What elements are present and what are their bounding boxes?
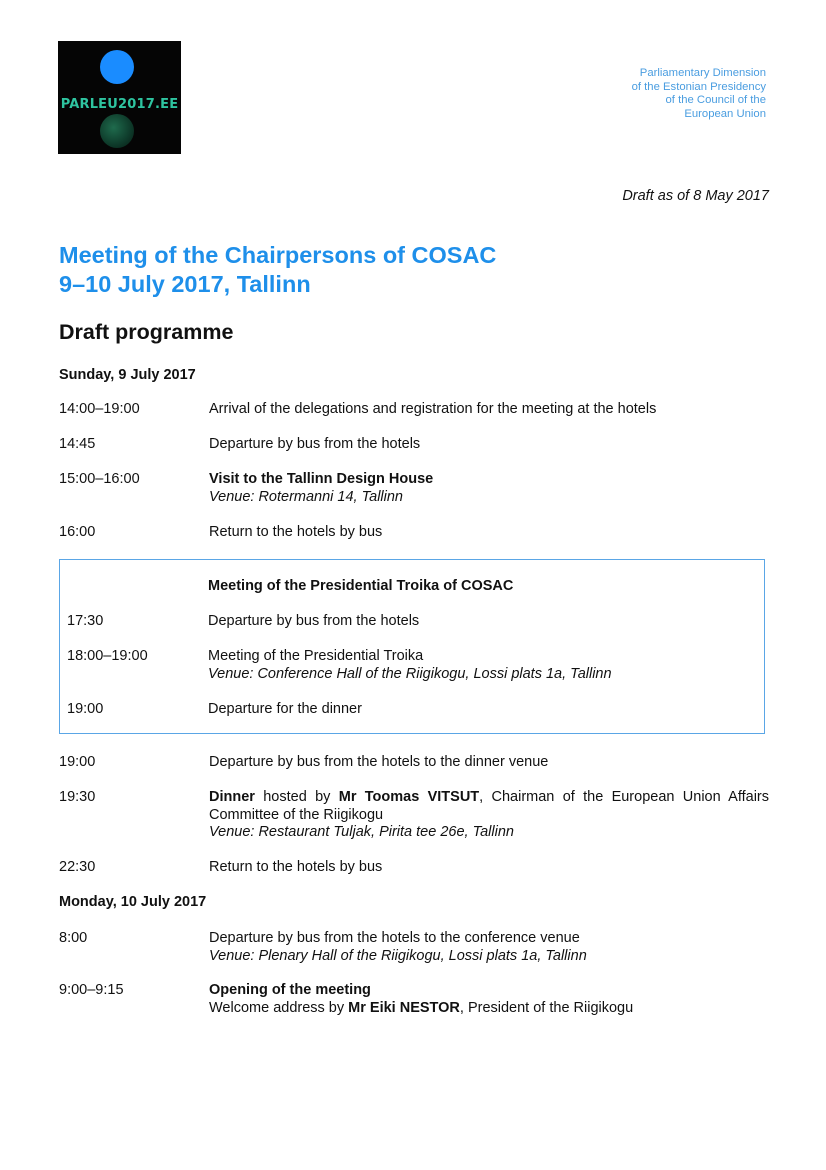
schedule-time: 15:00–16:00 <box>59 471 140 487</box>
schedule-text: Meeting of the Presidential Troika <box>208 648 424 664</box>
welcome-suffix: , President of the Riigikogu <box>459 999 634 1016</box>
day-heading-monday: Monday, 10 July 2017 <box>59 894 207 910</box>
troika-title: Meeting of the Presidential Troika of COSAC <box>208 578 514 594</box>
presidency-line: European Union <box>684 107 766 120</box>
schedule-text: Return to the hotels by bus <box>209 859 383 875</box>
schedule-desc <box>209 436 769 454</box>
parleu-logo <box>58 41 181 154</box>
schedule-time: 19:00 <box>67 701 104 717</box>
presidency-line: of the Council of the <box>665 94 766 106</box>
welcome-prefix: Welcome address by <box>209 999 349 1016</box>
schedule-desc <box>208 613 754 631</box>
schedule-time: 14:45 <box>59 436 96 452</box>
schedule-time: 16:00 <box>59 524 96 540</box>
day-heading-sunday: Sunday, 9 July 2017 <box>59 367 196 383</box>
presidency-line: Parliamentary Dimension <box>639 67 766 79</box>
welcome-speaker: Mr Eiki NESTOR <box>348 999 460 1016</box>
schedule-desc <box>209 401 769 419</box>
presidency-block <box>506 67 766 121</box>
schedule-desc <box>209 524 769 542</box>
logo-blue-circle <box>100 50 134 84</box>
logo-text: PARLEU2017.EE <box>60 97 179 112</box>
schedule-text: Arrival of the delegations and registration for the meeting at the hotels <box>209 401 657 417</box>
schedule-venue: Venue: Conference Hall of the Riigikogu, Lossi plats 1a, Tallinn <box>208 665 612 682</box>
logo-globe-icon <box>100 114 134 148</box>
schedule-desc <box>209 982 769 1017</box>
schedule-time: 19:30 <box>59 789 96 805</box>
schedule-bold-title: Visit to the Tallinn Design House <box>209 471 434 487</box>
dinner-description <box>209 789 769 824</box>
schedule-text: Departure by bus from the hotels <box>208 613 420 629</box>
schedule-time: 18:00–19:00 <box>67 648 148 664</box>
dinner-hosted-by: hosted by <box>254 789 339 805</box>
title-line-2: 9–10 July 2017, Tallinn <box>59 271 311 297</box>
schedule-time: 14:00–19:00 <box>59 401 140 417</box>
programme-subtitle: Draft programme <box>59 320 234 344</box>
schedule-venue: Venue: Plenary Hall of the Riigikogu, Lossi plats 1a, Tallinn <box>209 947 587 964</box>
schedule-time: 8:00 <box>59 930 88 946</box>
schedule-desc <box>209 930 769 965</box>
schedule-desc <box>208 701 754 719</box>
schedule-time: 17:30 <box>67 613 104 629</box>
schedule-text: Return to the hotels by bus <box>209 524 383 540</box>
schedule-desc <box>209 859 769 877</box>
welcome-address <box>209 1000 769 1018</box>
schedule-time: 19:00 <box>59 754 96 770</box>
schedule-time: 22:30 <box>59 859 96 875</box>
schedule-venue: Venue: Restaurant Tuljak, Pirita tee 26e, Tallinn <box>209 824 514 840</box>
schedule-text: Departure by bus from the hotels <box>209 436 421 452</box>
dinner-label: Dinner <box>209 789 255 805</box>
schedule-venue: Venue: Rotermanni 14, Tallinn <box>209 488 403 505</box>
schedule-text: Departure by bus from the hotels to the conference venue <box>209 930 580 946</box>
schedule-text: Departure for the dinner <box>208 701 362 717</box>
page-title <box>59 241 496 299</box>
schedule-desc <box>209 471 769 506</box>
troika-box <box>59 559 765 734</box>
schedule-desc <box>208 648 754 683</box>
schedule-bold-title: Opening of the meeting <box>209 982 371 998</box>
draft-date: Draft as of 8 May 2017 <box>622 188 769 204</box>
dinner-host-role: , Chairman of the European Union Affairs Committee of the Riigikogu <box>209 789 770 823</box>
presidency-line: of the Estonian Presidency <box>631 80 766 93</box>
title-line-1: Meeting of the Chairpersons of COSAC <box>59 242 497 268</box>
schedule-text: Departure by bus from the hotels to the dinner venue <box>209 754 549 770</box>
schedule-desc <box>209 789 769 842</box>
dinner-host-name: Mr Toomas VITSUT <box>338 789 480 805</box>
schedule-desc <box>209 754 769 772</box>
schedule-time: 9:00–9:15 <box>59 982 124 998</box>
